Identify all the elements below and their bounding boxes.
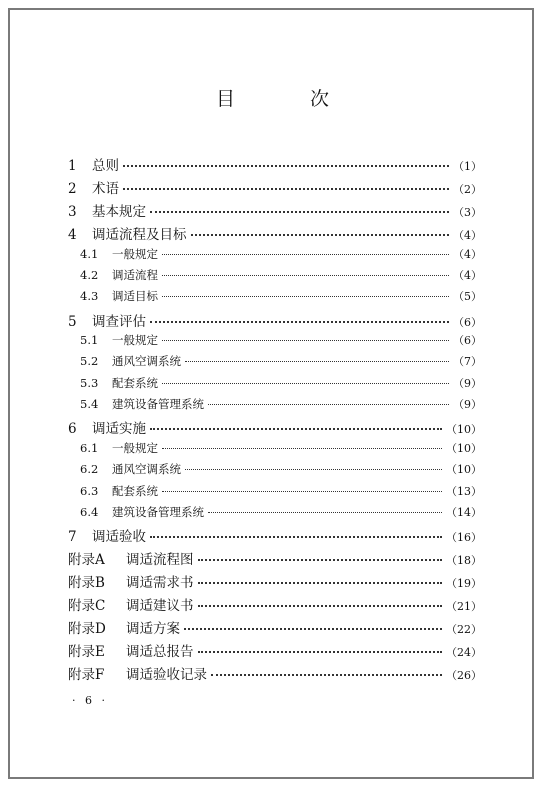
toc-page: （4） [453, 229, 482, 242]
toc-number: 6 [68, 421, 77, 437]
toc-leader-dots [123, 188, 449, 190]
toc-leader-dots [184, 628, 442, 630]
toc-entry[interactable] [68, 525, 482, 545]
toc-entry[interactable] [68, 223, 482, 243]
toc-entry[interactable] [68, 310, 482, 330]
toc-leader-dots [150, 211, 449, 213]
toc-page: （9） [453, 377, 482, 390]
toc-page: （5） [453, 290, 482, 303]
toc-number: 6.2 [80, 462, 99, 476]
toc-subentry[interactable] [80, 288, 482, 304]
toc-page: （24） [446, 646, 482, 659]
toc-leader-dots [150, 536, 442, 538]
toc-title: 调适方案 [126, 621, 180, 637]
toc-page: （9） [453, 398, 482, 411]
toc-number: 附录B [68, 575, 105, 591]
toc-number: 5 [68, 314, 77, 330]
toc-page: （22） [446, 623, 482, 636]
toc-number: 5.3 [80, 376, 99, 390]
toc-leader-dots [150, 321, 449, 323]
toc-title: 建筑设备管理系统 [112, 505, 204, 519]
toc-subentry[interactable] [80, 396, 482, 412]
toc-subentry[interactable] [80, 332, 482, 348]
toc-number: 4.1 [80, 247, 99, 261]
toc-title: 调适建议书 [126, 598, 194, 614]
toc-number: 3 [68, 204, 77, 220]
toc-page: （6） [453, 316, 482, 329]
toc-page: （19） [446, 577, 482, 590]
toc-title: 调适流程 [112, 268, 158, 282]
toc-subentry[interactable] [80, 461, 482, 477]
toc-leader-dots [185, 469, 442, 470]
toc-title: 调适总报告 [126, 644, 194, 660]
toc-title: 调适流程图 [126, 552, 194, 568]
toc-entry[interactable] [68, 177, 482, 197]
toc-leader-dots [162, 491, 442, 492]
toc-title: 一般规定 [112, 247, 158, 261]
page-title: 目 次 [215, 88, 357, 110]
toc-leader-dots [185, 361, 449, 362]
toc-number: 4 [68, 227, 77, 243]
toc-leader-dots [162, 448, 442, 449]
toc-subentry[interactable] [80, 504, 482, 520]
toc-entry[interactable] [68, 154, 482, 174]
toc-page: （21） [446, 600, 482, 613]
toc-number: 2 [68, 181, 77, 197]
toc-leader-dots [162, 340, 449, 341]
toc-page: （4） [453, 248, 482, 261]
toc-leader-dots [123, 165, 449, 167]
toc-appendix-entry[interactable] [68, 548, 482, 568]
toc-leader-dots [208, 404, 449, 405]
toc-page: （14） [446, 506, 482, 519]
toc-page: （7） [453, 355, 482, 368]
toc-page: （13） [446, 485, 482, 498]
toc-leader-dots [198, 605, 443, 607]
toc-page: （18） [446, 554, 482, 567]
toc-title: 调适流程及目标 [92, 227, 187, 243]
toc-appendix-entry[interactable] [68, 640, 482, 660]
toc-number: 5.2 [80, 354, 99, 368]
toc-leader-dots [162, 254, 449, 255]
toc-title: 一般规定 [112, 441, 158, 455]
toc-number: 附录F [68, 667, 105, 683]
toc-number: 6.4 [80, 505, 99, 519]
toc-leader-dots [162, 275, 449, 276]
toc-page: （1） [453, 160, 482, 173]
toc-leader-dots [208, 512, 442, 513]
toc-leader-dots [198, 582, 443, 584]
toc-entry[interactable] [68, 417, 482, 437]
toc-page: （10） [446, 423, 482, 436]
toc-page: （3） [453, 206, 482, 219]
toc-appendix-entry[interactable] [68, 617, 482, 637]
toc-subentry[interactable] [80, 246, 482, 262]
toc-leader-dots [198, 651, 443, 653]
toc-title: 调适验收 [92, 529, 146, 545]
toc-title: 配套系统 [112, 484, 158, 498]
toc-page: （26） [446, 669, 482, 682]
toc-appendix-entry[interactable] [68, 571, 482, 591]
toc-page: （2） [453, 183, 482, 196]
toc-leader-dots [150, 428, 442, 430]
toc-page: （10） [446, 442, 482, 455]
toc-title: 调适目标 [112, 289, 158, 303]
toc-number: 附录E [68, 644, 105, 660]
toc-number: 7 [68, 529, 77, 545]
toc-subentry[interactable] [80, 440, 482, 456]
toc-page: （16） [446, 531, 482, 544]
toc-title: 配套系统 [112, 376, 158, 390]
toc-number: 1 [68, 158, 77, 174]
toc-title: 调适实施 [92, 421, 146, 437]
toc-title: 通风空调系统 [112, 354, 181, 368]
toc-number: 4.3 [80, 289, 99, 303]
toc-number: 附录D [68, 621, 106, 637]
toc-subentry[interactable] [80, 353, 482, 369]
toc-subentry[interactable] [80, 375, 482, 391]
toc-leader-dots [191, 234, 450, 236]
toc-leader-dots [162, 383, 449, 384]
toc-number: 5.1 [80, 333, 99, 347]
toc-leader-dots [162, 296, 449, 297]
toc-number: 6.1 [80, 441, 99, 455]
toc-page: （6） [453, 334, 482, 347]
toc-title: 调适验收记录 [126, 667, 207, 683]
toc-subentry[interactable] [80, 267, 482, 283]
toc-title: 调适需求书 [126, 575, 194, 591]
toc-page: （4） [453, 269, 482, 282]
toc-title: 基本规定 [92, 204, 146, 220]
toc-title: 调查评估 [92, 314, 146, 330]
page-number-footer: · 6 · [72, 694, 108, 707]
toc-subentry[interactable] [80, 483, 482, 499]
toc-title: 术语 [92, 181, 119, 197]
toc-title: 通风空调系统 [112, 462, 181, 476]
toc-page: （10） [446, 463, 482, 476]
toc-number: 附录C [68, 598, 106, 614]
toc-title: 建筑设备管理系统 [112, 397, 204, 411]
toc-entry[interactable] [68, 200, 482, 220]
toc-title: 一般规定 [112, 333, 158, 347]
toc-number: 6.3 [80, 484, 99, 498]
toc-leader-dots [198, 559, 443, 561]
toc-number: 4.2 [80, 268, 99, 282]
toc-number: 5.4 [80, 397, 99, 411]
toc-appendix-entry[interactable] [68, 663, 482, 683]
toc-title: 总则 [92, 158, 119, 174]
toc-leader-dots [211, 674, 442, 676]
toc-appendix-entry[interactable] [68, 594, 482, 614]
toc-number: 附录A [68, 552, 105, 568]
